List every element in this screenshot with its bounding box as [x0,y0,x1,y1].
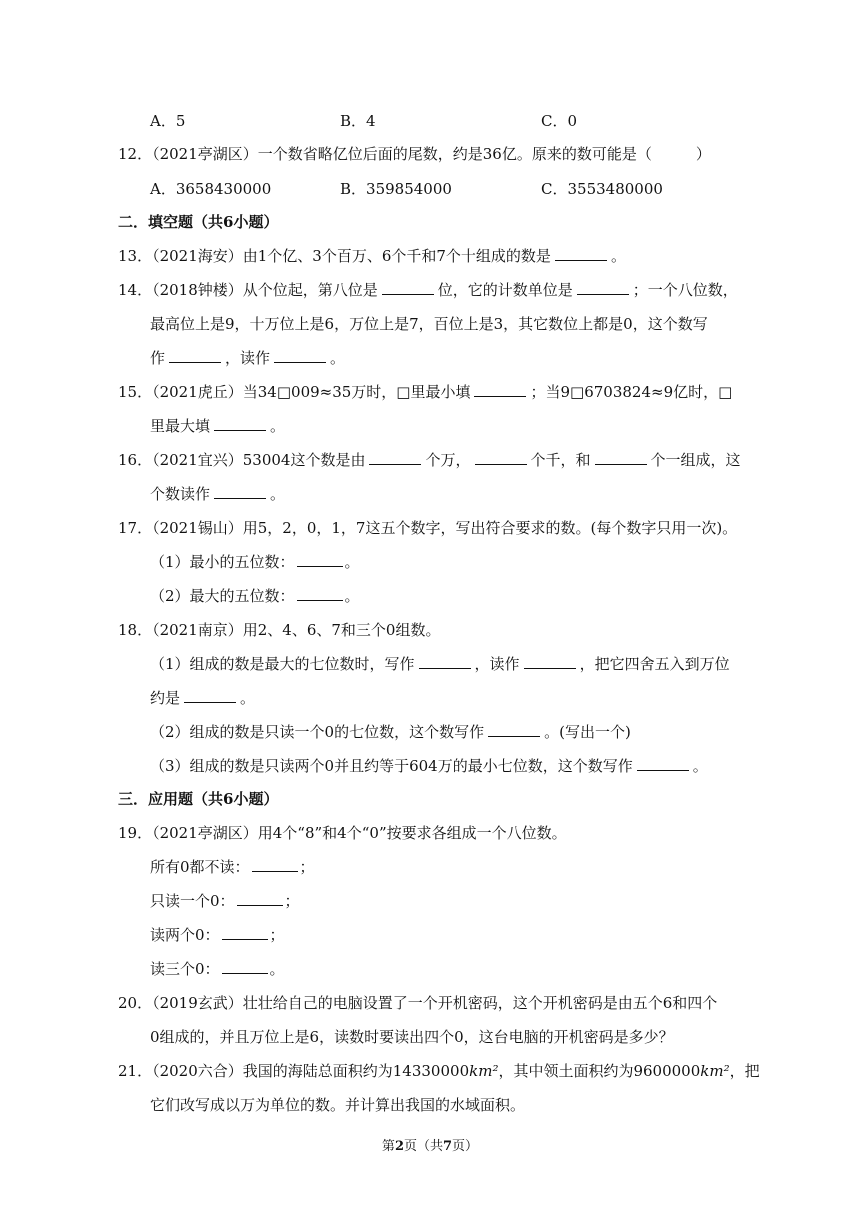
answer-blank[interactable] [419,653,471,669]
answer-blank[interactable] [214,415,266,431]
q17-text: （1）最小的五位数： [150,553,295,571]
q11-option-a: A．5 [150,112,186,130]
answer-blank[interactable] [382,279,434,295]
q11-option-b: B．4 [340,112,376,130]
question-18-part-1 [150,653,730,675]
question-20-line-1: 20．（2019玄武）壮壮给自己的电脑设置了一个开机密码，这个开机密码是由五个6和四个 [118,994,718,1012]
question-18-stem: 18．（2021南京）用2、4、6、7和三个0组数。 [118,621,441,639]
q12-option-a: A．3658430000 [150,180,272,198]
q16-text: 个数读作 [150,485,211,503]
question-17-part-1 [150,551,360,573]
question-19-row-1 [150,856,315,878]
q18-text: 。 [692,757,708,775]
question-15-line-1 [118,381,732,403]
answer-blank[interactable] [555,245,607,261]
q13-text: 13．（2021海安）由1个亿、3个百万、6个千和7个十组成的数是 [118,247,551,265]
question-16-line-1 [118,449,741,471]
q21-text: 21．（2020六合）我国的海陆总面积约为14330000 [118,1062,470,1080]
q15-text: 里最大填 [150,417,211,435]
question-17-stem: 17．（2021锡山）用5，2，0，1，7这五个数字，写出符合要求的数。(每个数字只用一次)。 [118,519,738,537]
section-2-heading: 二．填空题（共6小题） [118,213,279,231]
section-3-heading: 三．应用题（共6小题） [118,790,279,808]
q18-text: （2）组成的数是只读一个0的七位数，这个数写作 [150,723,485,741]
q18-text: （3）组成的数是只读两个0并且约等于604万的最小七位数，这个数写作 [150,757,633,775]
answer-blank[interactable] [222,924,268,940]
question-14-line-3 [150,347,345,369]
question-19-stem: 19．（2021亭湖区）用4个“8”和4个“0”按要求各组成一个八位数。 [118,824,567,842]
q18-text: ，读作 [474,655,520,673]
q14-text: 位，它的计数单位是 [437,281,573,299]
q12-text: 12．（2021亭湖区）一个数省略亿位后面的尾数，约是36亿。原来的数可能是（ [118,145,652,163]
q19-text: ； [269,926,285,944]
q14-text: 。 [330,349,346,367]
question-20-line-2: 0组成的，并且万位上是6，读数时要读出四个0，这台电脑的开机密码是多少？ [150,1028,674,1046]
q15-text: ；当9□6703824≈9亿时，□ [530,383,733,401]
answer-blank[interactable] [222,958,268,974]
footer-text: 第 [381,1139,395,1154]
footer-text: 页（共 [403,1139,443,1154]
answer-blank[interactable] [577,279,629,295]
question-14-line-2: 最高位上是9，十万位上是6，万位上是7，百位上是3，其它数位上都是0，这个数写 [150,315,708,333]
answer-blank[interactable] [274,347,326,363]
question-18-part-3 [150,755,708,777]
q17-text: （2）最大的五位数： [150,587,295,605]
question-19-row-2 [150,890,300,912]
q16-text: 16．（2021宜兴）53004这个数是由 [118,451,366,469]
q17-text: 。 [344,553,360,571]
question-21-line-1 [118,1060,760,1082]
q18-text: （1）组成的数是最大的七位数时，写作 [150,655,415,673]
q14-text: 作 [150,349,166,367]
q16-text: 个千，和 [530,451,591,469]
q16-text: 个万， [425,451,471,469]
question-14-line-1 [118,279,738,301]
question-18-part-1-cont [150,687,255,709]
unit-km2: km² [700,1062,730,1080]
question-16-line-2 [150,483,285,505]
q14-text: 14．（2018钟楼）从个位起，第八位是 [118,281,378,299]
answer-blank[interactable] [488,721,540,737]
q12-option-c: C．3553480000 [541,180,663,198]
q11-option-c: C．0 [541,112,578,130]
q15-text: 15．（2021虎丘）当34□009≈35万时，□里最小填 [118,383,471,401]
question-19-row-3 [150,924,285,946]
answer-blank[interactable] [184,687,236,703]
answer-blank[interactable] [252,856,298,872]
q21-text: ，其中领土面积约为9600000 [498,1062,701,1080]
q19-text: 读三个0： [150,960,220,978]
total-pages: 7 [443,1139,453,1154]
page-footer [0,1138,860,1156]
question-19-row-4 [150,958,285,980]
question-18-part-2 [150,721,631,743]
q16-text: 。 [270,485,286,503]
q15-text: 。 [270,417,286,435]
answer-blank[interactable] [524,653,576,669]
question-15-line-2 [150,415,285,437]
q18-text: 。(写出一个) [544,723,631,741]
q16-text: 个一组成，这 [650,451,741,469]
question-21-line-2: 它们改写成以万为单位的数。并计算出我国的水域面积。 [150,1096,526,1114]
footer-text: 页） [452,1139,479,1154]
q13-text-end: 。 [610,247,626,265]
answer-blank[interactable] [637,755,689,771]
question-17-part-2 [150,585,360,607]
page-number: 2 [394,1139,404,1154]
q21-text: ，把 [729,1062,760,1080]
answer-blank[interactable] [369,449,421,465]
q14-text: ；一个八位数， [632,281,738,299]
q19-text: 所有0都不读： [150,858,250,876]
q12-text-end: ） [695,145,711,163]
q19-text: ； [284,892,300,910]
question-13 [118,245,626,267]
q12-option-b: B．359854000 [340,180,452,198]
q18-text: ，把它四舍五入到万位 [579,655,730,673]
answer-blank[interactable] [237,890,283,906]
answer-blank[interactable] [297,551,343,567]
answer-blank[interactable] [214,483,266,499]
q19-text: 。 [269,960,285,978]
answer-blank[interactable] [169,347,221,363]
answer-blank[interactable] [474,381,526,397]
unit-km2: km² [469,1062,499,1080]
answer-blank[interactable] [297,585,343,601]
q18-text: 约是 [150,689,181,707]
q18-text: 。 [240,689,256,707]
answer-blank[interactable] [595,449,647,465]
q14-text: ，读作 [225,349,271,367]
q17-text: 。 [344,587,360,605]
q19-text: 只读一个0： [150,892,235,910]
question-12 [118,143,711,165]
q19-text: 读两个0： [150,926,220,944]
q19-text: ； [299,858,315,876]
answer-blank[interactable] [475,449,527,465]
